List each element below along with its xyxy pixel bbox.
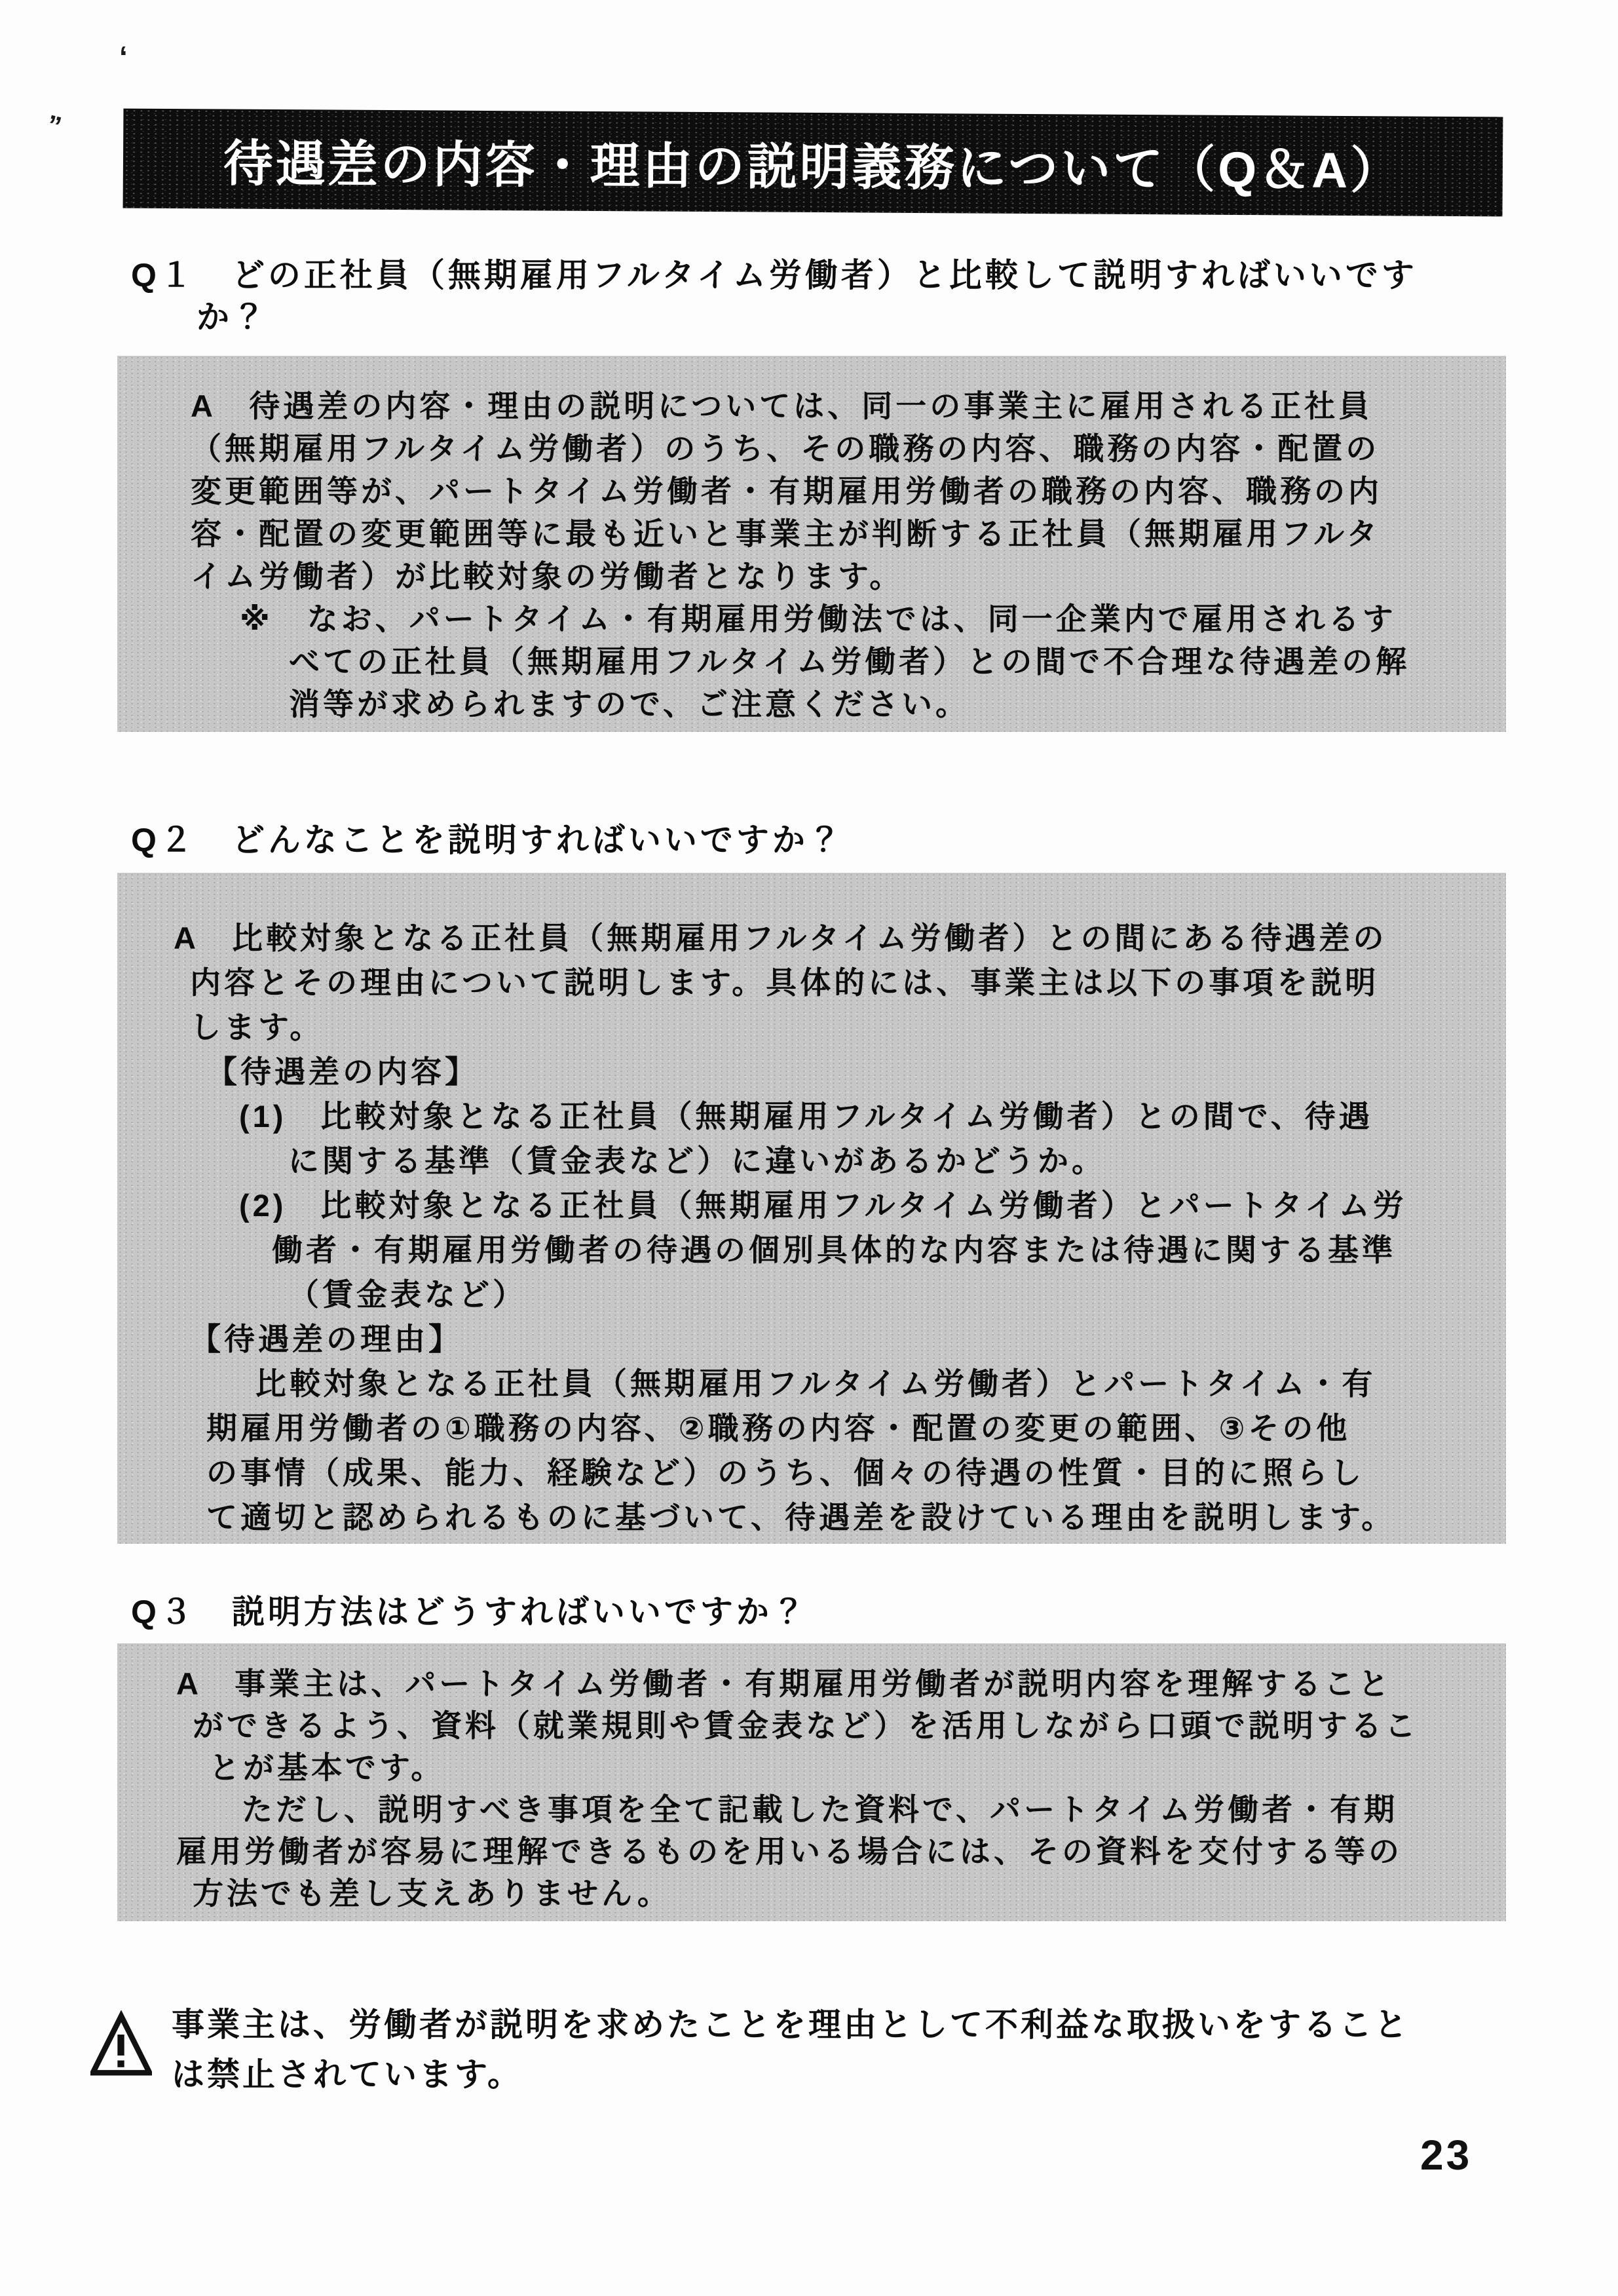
page-number: 23 <box>1420 2132 1473 2179</box>
answer-2-box <box>117 873 1506 1544</box>
question-line: Q３ 説明方法はどうすればいいですか？ <box>131 1594 808 1630</box>
answer-line: （無期雇用フルタイム労働者）のうち、その職務の内容、職務の内容・配置の <box>191 431 1380 466</box>
answer-line: します。 <box>190 1010 324 1044</box>
warning-line: は禁止されています。 <box>172 2056 523 2093</box>
answer-line: 内容とその理由について説明します。具体的には、事業主は以下の事項を説明 <box>190 965 1380 1000</box>
answer-line: 働者・有期雇用労働者の待遇の個別具体的な内容または待遇に関する基準 <box>272 1233 1396 1267</box>
scan-artifact-quote: ‘ <box>119 40 128 74</box>
answer-line: イム労働者）が比較対象の労働者となります。 <box>191 559 904 594</box>
answer-1-box <box>117 356 1506 732</box>
answer-line: (2) 比較対象となる正社員（無期雇用フルタイム労働者）とパートタイム労 <box>239 1188 1407 1223</box>
warning-line: 事業主は、労働者が説明を求めたことを理由として不利益な取扱いをすること <box>172 2006 1410 2043</box>
question-line: か？ <box>197 299 269 335</box>
answer-line: に関する基準（賃金表など）に違いがあるかどうか。 <box>288 1143 1106 1178</box>
warning-icon <box>90 2010 152 2080</box>
answer-line: A 事業主は、パートタイム労働者・有期雇用労働者が説明内容を理解すること <box>176 1666 1393 1701</box>
answer-line: とが基本です。 <box>209 1750 445 1785</box>
answer-line: （賃金表など） <box>288 1277 527 1312</box>
answer-line: 期雇用労働者の①職務の内容、②職務の内容・配置の変更の範囲、③その他 <box>206 1411 1351 1445</box>
answer-3-box <box>117 1643 1506 1921</box>
question-line: Q１ どの正社員（無期雇用フルタイム労働者）と比較して説明すればいいです <box>131 257 1418 294</box>
question-1-block <box>131 254 1572 338</box>
answer-line: 消等が求められますので、ご注意ください。 <box>289 687 970 721</box>
answer-line: 【待遇差の内容】 <box>206 1054 479 1089</box>
answer-line: ※ なお、パートタイム・有期雇用労働法では、同一企業内で雇用されるす <box>240 602 1397 636</box>
warning-note <box>90 2000 1482 2099</box>
question-line: Q２ どんなことを説明すればいいですか？ <box>131 822 844 858</box>
question-2-block <box>131 819 1572 861</box>
answer-line: 容・配置の変更範囲等に最も近いと事業主が判断する正社員（無期雇用フルタ <box>191 516 1381 551</box>
answer-line: ができるよう、資料（就業規則や賃金表など）を活用しながら口頭で説明するこ <box>193 1708 1419 1743</box>
warning-text <box>172 2000 1482 2099</box>
answer-line: 【待遇差の理由】 <box>190 1322 462 1356</box>
answer-line: 方法でも差し支えありません。 <box>193 1876 671 1911</box>
answer-line: (1) 比較対象となる正社員（無期雇用フルタイム労働者）との間で、待遇 <box>239 1099 1373 1134</box>
scan-artifact-comma: ” <box>43 109 65 142</box>
answer-line: A 比較対象となる正社員（無期雇用フルタイム労働者）との間にある待遇差の <box>174 921 1387 955</box>
title-banner <box>123 109 1503 217</box>
answer-line: の事情（成果、能力、経験など）のうち、個々の待遇の性質・目的に照らし <box>206 1455 1364 1490</box>
answer-line: 雇用労働者が容易に理解できるものを用いる場合には、その資料を交付する等の <box>176 1834 1402 1869</box>
answer-line: ただし、説明すべき事項を全て記載した資料で、パートタイム労働者・有期 <box>242 1792 1399 1827</box>
page-title: 待遇差の内容・理由の説明義務について（Q＆A） <box>223 136 1403 199</box>
question-3-block <box>131 1591 1572 1633</box>
answer-line: A 待遇差の内容・理由の説明については、同一の事業主に雇用される正社員 <box>191 389 1373 423</box>
answer-line: べての正社員（無期雇用フルタイム労働者）との間で不合理な待遇差の解 <box>289 644 1410 679</box>
answer-line: 変更範囲等が、パートタイム労働者・有期雇用労働者の職務の内容、職務の内 <box>191 474 1383 508</box>
answer-line: て適切と認められるものに基づいて、待遇差を設けている理由を説明します。 <box>206 1500 1396 1535</box>
answer-line: 比較対象となる正社員（無期雇用フルタイム労働者）とパートタイム・有 <box>255 1366 1376 1401</box>
